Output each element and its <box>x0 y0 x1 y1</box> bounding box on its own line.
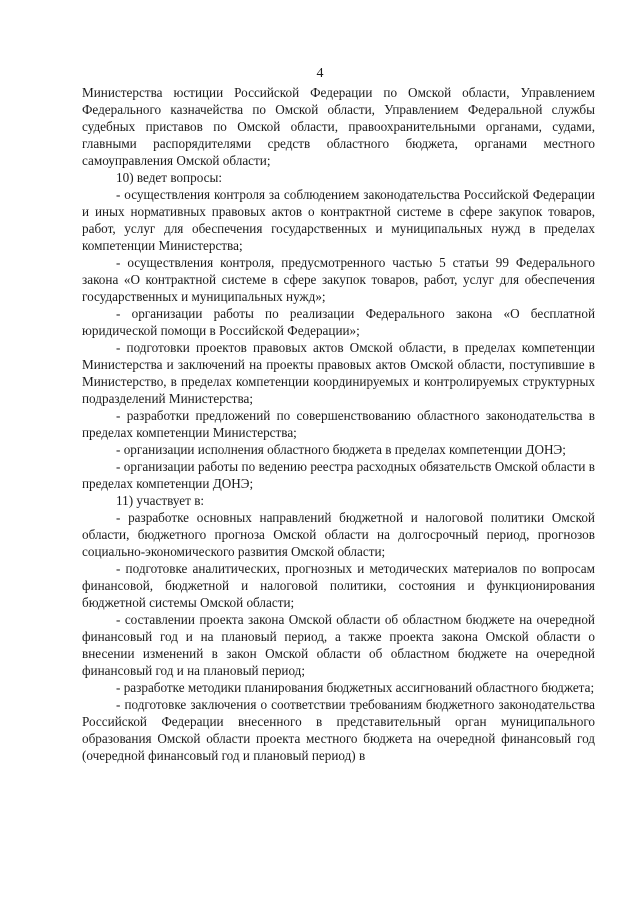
section-heading-10: 10) ведет вопросы: <box>116 170 223 185</box>
list-item: - подготовке заключения о соответствии требованиям бюджетного законодательства Российской Федерации внесенного в представительный орган муниципального образования Омской области проекта местного бюджета на очередной финансовый год (очередной финансовый год и плановый период) в <box>82 697 595 763</box>
list-item: - осуществления контроля, предусмотренного частью 5 статьи 99 Федерального закона «О контрактной системе в сфере закупок товаров, работ, услуг для обеспечения государственных и муниципальных нужд»; <box>82 255 595 304</box>
list-item: - осуществления контроля за соблюдением законодательства Российской Федерации и иных нормативных правовых актов о контрактной системе в сфере закупок товаров, работ, услуг для обеспечения государственных и муниципальных нужд в пределах компетенции Министерства; <box>82 187 595 253</box>
list-item: - организации работы по реализации Федерального закона «О бесплатной юридической помощи в Российской Федерации»; <box>82 306 595 338</box>
list-item: - организации исполнения областного бюджета в пределах компетенции ДОНЭ; <box>116 442 566 457</box>
list-item: - разработки предложений по совершенствованию областного законодательства в пределах компетенции Министерства; <box>82 408 595 440</box>
list-item: - разработке методики планирования бюджетных ассигнований областного бюджета; <box>116 680 595 695</box>
section-heading-11: 11) участвует в: <box>116 493 205 508</box>
list-item: - организации работы по ведению реестра расходных обязательств Омской области в пределах компетенции ДОНЭ; <box>82 459 595 491</box>
list-item: - подготовки проектов правовых актов Омской области, в пределах компетенции Министерства и заключений на проекты правовых актов Омской области, поступившие в Министерство, в пределах компетенции координируемых и контролируемых структурных подразделений Министерства; <box>82 340 595 406</box>
document-body <box>82 84 595 764</box>
list-item: - составлении проекта закона Омской области об областном бюджете на очередной финансовый год и на плановый период, а также проекта закона Омской области о внесении изменений в закон Омской области об областном бюджете на очередной финансовый год и на плановый период; <box>82 612 595 678</box>
page-number: 4 <box>316 66 324 81</box>
paragraph-continuation: Министерства юстиции Российской Федерации по Омской области, Управлением Федерального казначейства по Омской области, Управлением Федеральной службы судебных приставов по Омской области, правоохранительными органами, судами, главными распорядителями средств областного бюджета, органами местного самоуправления Омской области; <box>82 85 595 168</box>
list-item: - подготовке аналитических, прогнозных и методических материалов по вопросам финансовой, бюджетной и налоговой политики, состояния и функционирования бюджетной системы Омской области; <box>82 561 595 610</box>
list-item: - разработке основных направлений бюджетной и налоговой политики Омской области, бюджетного прогноза Омской области на долгосрочный период, прогнозов социально-экономического развития Омской области; <box>82 510 595 559</box>
